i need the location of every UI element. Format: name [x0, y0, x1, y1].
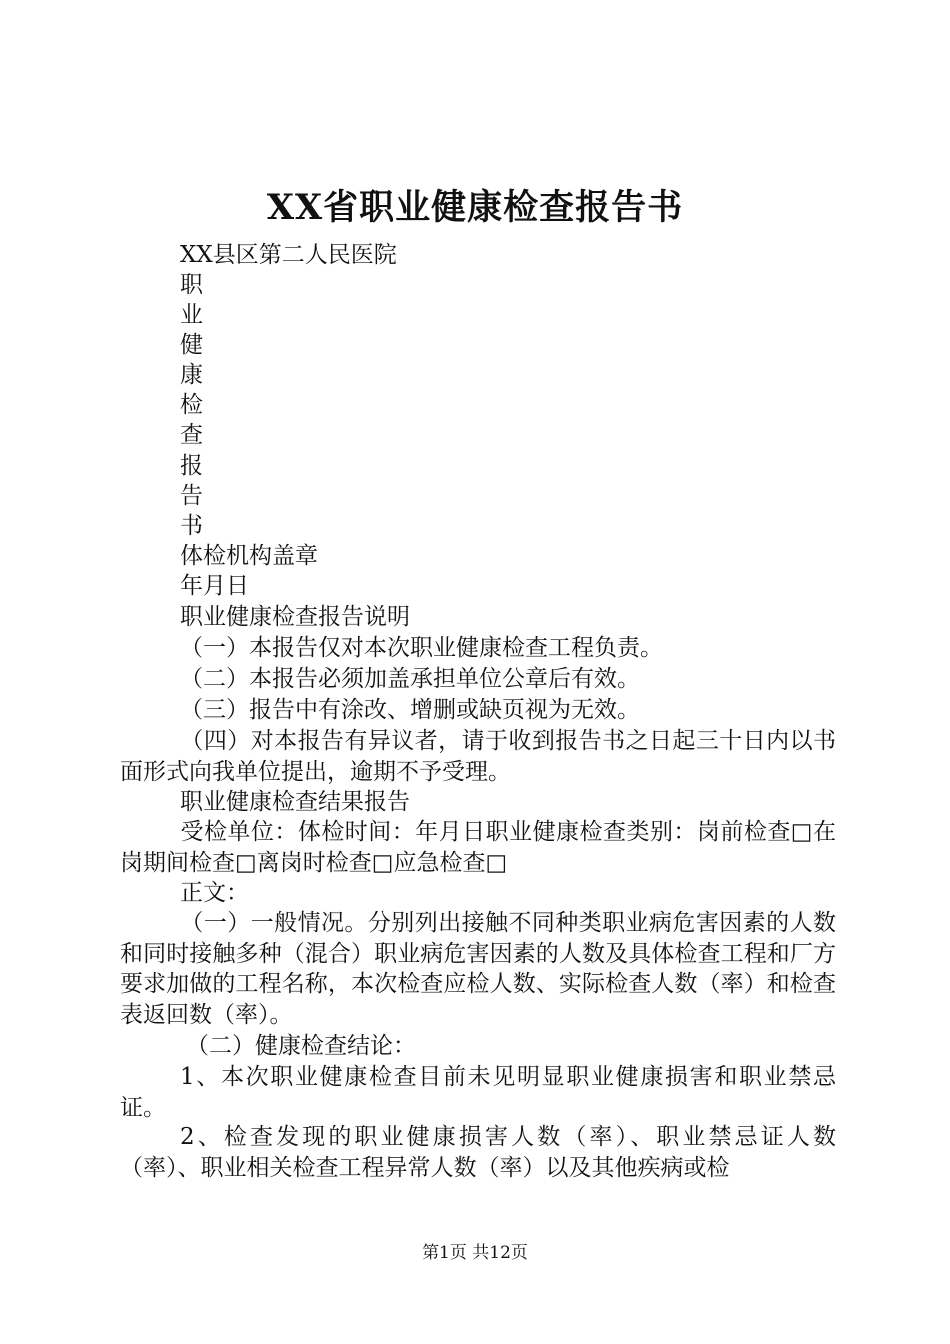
note-item-4: [120, 726, 836, 787]
document-title: XX省职业健康检查报告书: [266, 187, 684, 228]
vertical-title-char: 书: [180, 513, 203, 539]
general-situation: [120, 908, 836, 1030]
vertical-title-char: 健: [180, 332, 203, 358]
vertical-title-char: 报: [180, 453, 203, 479]
conclusion-2: [120, 1122, 836, 1183]
conclusion-2-text: 2、检查发现的职业健康损害人数（率）、职业禁忌证人数（率）、职业相关检查工程异常人数（率）以及其他疾病或检: [120, 1124, 836, 1181]
notes-heading: 职业健康检查报告说明: [180, 604, 410, 630]
date-label: 年月日: [180, 573, 249, 599]
info-line-text: 受检单位：体检时间：年月日职业健康检查类别：岗前检查□在岗期间检查□离岗时检查□应急检查□: [120, 819, 836, 876]
note-item: （二）本报告必须加盖承担单位公章后有效。: [180, 666, 640, 692]
vertical-title-char: 告: [180, 483, 203, 509]
vertical-title-char: 职: [180, 272, 203, 298]
note-item-4-text: （四）对本报告有异议者，请于收到报告书之日起三十日内以书面形式向我单位提出，逾期不予受理。: [120, 728, 836, 785]
vertical-title-char: 业: [180, 302, 203, 328]
note-item: （三）报告中有涂改、增删或缺页视为无效。: [180, 697, 640, 723]
vertical-title-char: 查: [180, 422, 203, 448]
note-item: （一）本报告仅对本次职业健康检查工程负责。: [180, 635, 663, 661]
info-line: [120, 817, 836, 878]
page-footer: 第1页 共12页: [422, 1243, 528, 1263]
conclusion-1-text: 1、本次职业健康检查目前未见明显职业健康损害和职业禁忌证。: [120, 1064, 836, 1121]
stamp-label: 体检机构盖章: [180, 543, 318, 569]
hospital-name: XX县区第二人民医院: [180, 242, 397, 268]
body-label: 正文：: [180, 880, 249, 906]
conclusion-heading: （二）健康检查结论：: [186, 1033, 416, 1059]
results-heading: 职业健康检查结果报告: [180, 789, 410, 815]
conclusion-1: [120, 1062, 836, 1123]
general-situation-text: （一）一般情况。分别列出接触不同种类职业病危害因素的人数和同时接触多种（混合）职业病危害因素的人数及具体检查工程和厂方要求加做的工程名称，本次检查应检人数、实际检查人数（率）和检查表返回数（率）。: [120, 910, 836, 1028]
vertical-title-char: 康: [180, 362, 203, 388]
vertical-title-char: 检: [180, 392, 203, 418]
